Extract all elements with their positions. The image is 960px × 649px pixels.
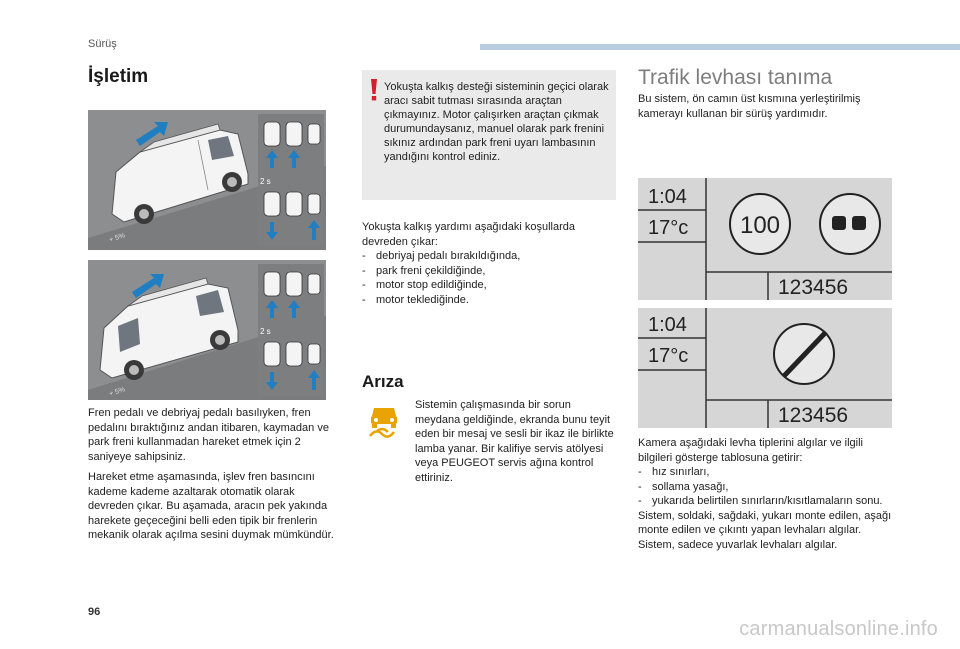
temperature-text: 17°c (648, 217, 689, 239)
list-item: - yukarıda belirtilen sınırların/kısıtlamaların sonu. (638, 494, 892, 509)
section-label: Sürüş (88, 38, 117, 50)
cluster-display-speed-limit (638, 178, 892, 300)
page-number: 96 (88, 606, 101, 618)
timer-label: 2 s (260, 327, 271, 336)
traffic-sign-note-1: Sistem, soldaki, sağdaki, yukarı monte edilen, aşağı monte edilen ve çıkıntı yapan levhaları algılar. (638, 509, 892, 536)
watermark: carmanualsonline.info (739, 618, 938, 640)
list-item: - motor teklediğinde. (362, 293, 616, 308)
conditions-intro: Yokuşta kalkış yardımı aşağıdaki koşullarda devreden çıkar: (362, 221, 575, 248)
exclamation-icon (368, 78, 380, 102)
end-of-restriction-sign-icon (774, 324, 834, 384)
warning-box (362, 70, 616, 200)
operation-paragraph-1: Fren pedalı ve debriyaj pedalı basılıyken, fren pedalını bıraktığınız andan itibaren, kaymadan ve park freni kullanmadan hareket etmek için 2 saniyeye sahipsiniz. (88, 407, 329, 463)
traffic-sign-intro: Bu sistem, ön camın üst kısmına yerleştirilmiş kamerayı kullanan bir sürüş yardımıdır. (638, 93, 861, 120)
list-item: - park freni çekildiğinde, (362, 264, 616, 279)
list-item: - sollama yasağı, (638, 480, 892, 495)
traffic-sign-note-2: Sistem, sadece yuvarlak levhaları algılar. (638, 538, 838, 551)
hill-start-warning-icon (366, 402, 402, 438)
timer-label: 2 s (260, 177, 271, 186)
detects-list (638, 465, 892, 509)
list-item: - motor stop edildiğinde, (362, 278, 616, 293)
fault-title: Arıza (362, 372, 404, 391)
operation-paragraph-2: Hareket etme aşamasında, işlev fren basıncını kademe kademe azaltarak otomatik olarak devreden çıkar. Bu aşamada, aracın pek yakında harekete geçeceğini belli eden tipik bir frenlerin mekanik olarak açılma sesini duymak mümkündür. (88, 471, 334, 541)
speed-limit-sign: 100 (739, 212, 781, 239)
van-illustration-loaded (88, 260, 326, 400)
slope-label: + 5% (108, 232, 126, 244)
detects-intro: Kamera aşağıdaki levha tiplerini algılar ve ilgili bilgileri gösterge tablosuna getirir: (638, 437, 864, 464)
operation-title: İşletim (88, 66, 149, 87)
header-accent-bar (480, 44, 960, 50)
clock-text: 1:04 (648, 186, 687, 208)
fault-text: Sistemin çalışmasında bir sorun meydana geldiğinde, ekranda bunu teyit eden bir mesaj ve sesli bir ikaz ile birlikte lamba yanar. Bir kalifiye servis atölyesi veya PEUGEOT servis ağına kontrol ettiriniz. (415, 399, 614, 484)
conditions-list (362, 249, 616, 307)
slope-label: + 5% (108, 386, 126, 398)
temperature-text: 17°c (648, 345, 689, 367)
warning-text: Yokuşta kalkış desteği sisteminin geçici olarak aracı sabit tutması sırasında araçtan çıkmayınız. Motor çalışırken araçtan çıkmak durumundaysanız, manuel olarak park frenini sıkınız ardından park freni uyarı lambasının yandığını kontrol ediniz. (384, 81, 609, 163)
traffic-sign-title: Trafik levhası tanıma (638, 66, 833, 89)
odometer-text: 123456 (778, 276, 849, 299)
clock-text: 1:04 (648, 314, 687, 336)
list-item: - hız sınırları, (638, 465, 892, 480)
traffic-sign-details (638, 436, 892, 552)
cluster-display-end-of-restriction (638, 308, 892, 428)
no-overtaking-sign-icon (820, 194, 880, 254)
list-item: - debriyaj pedalı bırakıldığında, (362, 249, 616, 264)
conditions-block (362, 220, 616, 307)
odometer-text: 123456 (778, 404, 849, 427)
van-illustration-empty (88, 110, 326, 250)
